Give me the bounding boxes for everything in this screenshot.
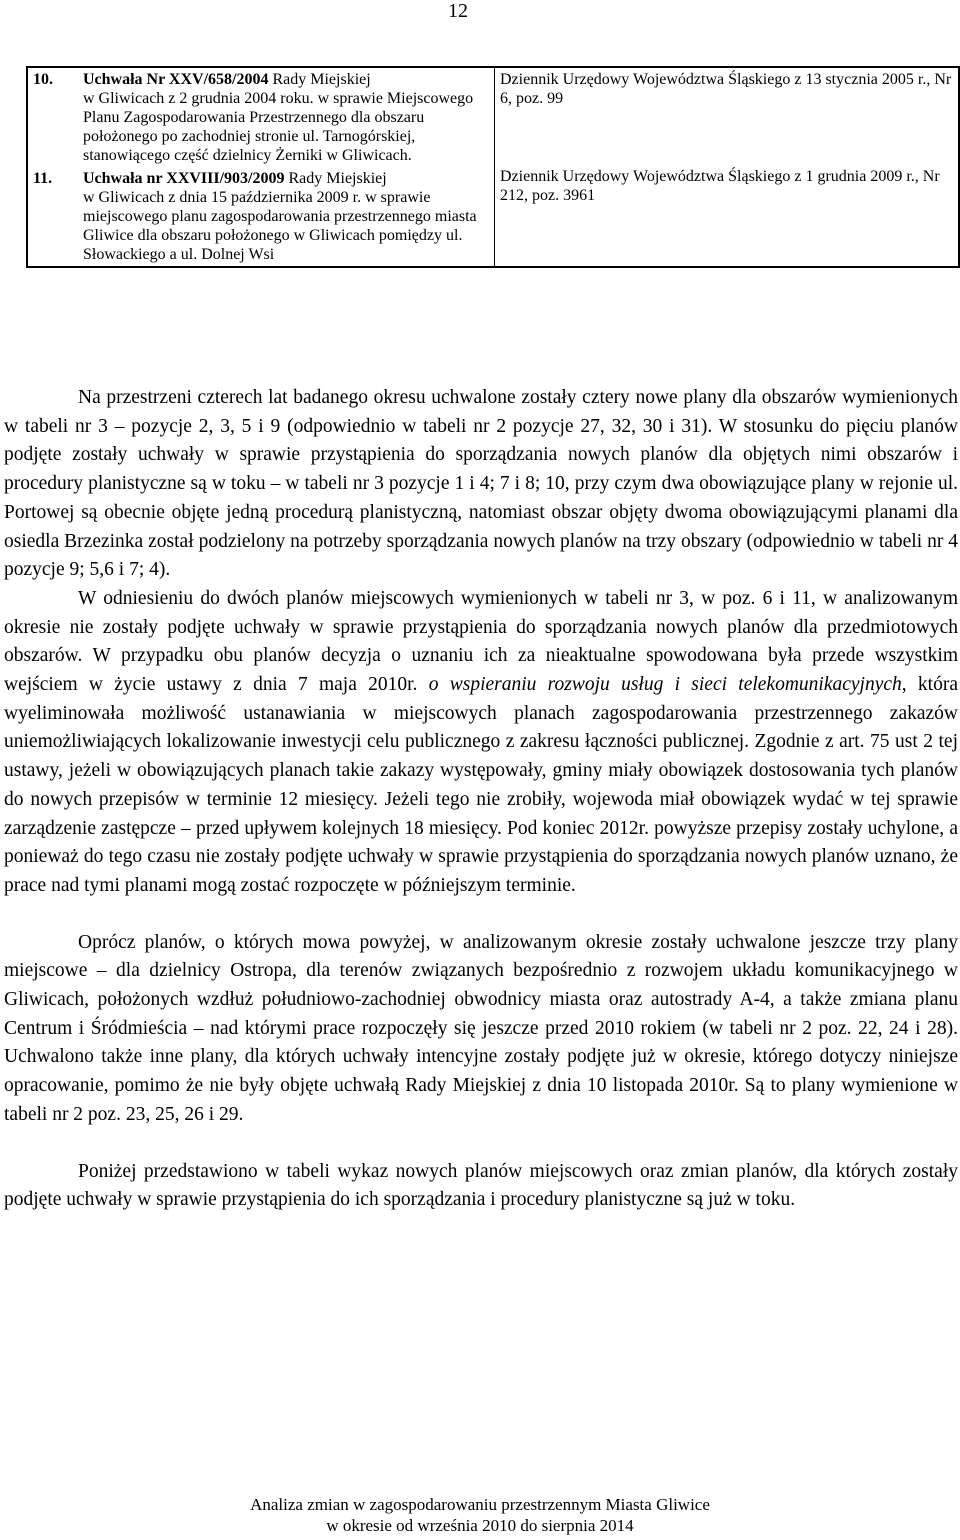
resolution-number: Uchwała nr XXVIII/903/2009 — [83, 170, 285, 187]
plans-table — [26, 66, 960, 268]
resolution-description: w Gliwicach z 2 grudnia 2004 roku. w sprawie Miejscowego Planu Zagospodarowania Przestrzennego dla obszaru położonego po zachodniej stronie ul. Tarnogórskiej, stanowiącego część dzielnicy Żerniki w Gliwicach. — [83, 90, 474, 164]
resolution-number: Uchwała Nr XXV/658/2004 — [83, 71, 269, 88]
act-title: o wspieraniu rozwoju usług i sieci telekomunikacyjnych — [428, 674, 902, 696]
paragraph-text: W odniesieniu do dwóch planów miejscowych wymienionych w tabeli nr 3, w poz. 6 i 11, w analizowanym okresie nie zostały podjęte uchwały w sprawie przystąpienia do sporządzania nowych planów dla przedmiotowych obszarów. W przypadku obu planów decyzja o uznaniu ich za nieaktualne spowodowana była przede wszystkim wejściem w życie ustawy z dnia 7 maja 2010r. — [4, 587, 958, 696]
resolution-issuer: Rady Miejskiej — [284, 170, 387, 187]
resolution-issuer: Rady Miejskiej — [268, 71, 371, 88]
paragraph-table-intro: Poniżej przedstawiono w tabeli wykaz nowych planów miejscowych oraz zmian planów, dla których zostały podjęte uchwały w sprawie przystąpienia do ich sporządzania i procedury planistyczne są już w toku. — [4, 1160, 958, 1211]
footer-title: Analiza zmian w zagospodarowaniu przestrzennym Miasta Gliwice — [250, 1495, 710, 1514]
row-number: 11. — [33, 170, 53, 187]
footer-period: w okresie od września 2010 do sierpnia 2014 — [326, 1516, 634, 1535]
publication-reference: Dziennik Urzędowy Województwa Śląskiego z 1 grudnia 2009 r., Nr 212, poz. 3961 — [500, 168, 940, 204]
resolution-description: w Gliwicach z dnia 15 października 2009 r. w sprawie miejscowego planu zagospodarowania przestrzennego miasta Gliwice dla obszaru położonego w Gliwicach pomiędzy ul. Słowackiego a ul. Dolnej Wsi — [83, 189, 477, 263]
publication-cell — [495, 67, 960, 167]
publication-reference: Dziennik Urzędowy Województwa Śląskiego z 13 stycznia 2005 r., Nr 6, poz. 99 — [500, 71, 952, 107]
body-text — [4, 384, 958, 1215]
resolution-heading — [83, 169, 489, 188]
resolution-cell — [78, 167, 495, 267]
paragraph-two-plans — [4, 585, 958, 901]
paragraph-other-plans: Oprócz planów, o których mowa powyżej, w analizowanym okresie zostały uchwalone jeszcze trzy plany miejscowe – dla dzielnicy Ostropa, dla terenów związanych bezpośrednio z rozwojem układu komunikacyjnego w Gliwicach, położonych wzdłuż południowo-zachodniej obwodnicy miasta oraz autostrady A-4, a także zmiana planu Centrum i Śródmieścia – nad którymi prace rozpoczęły się jeszcze przed 2010 rokiem (w tabeli nr 2 poz. 22, 24 i 28). Uchwalono także inne plany, dla których uchwały intencyjne zostały podjęte już w okresie, którego dotyczy niniejsze opracowanie, pomimo że nie były objęte uchwałą Rady Miejskiej z dnia 10 listopada 2010r. Są to plany wymienione w tabeli nr 2 poz. 23, 25, 26 i 29. — [4, 931, 958, 1125]
publication-cell — [495, 167, 960, 267]
table-row — [27, 67, 959, 167]
table-row — [27, 167, 959, 267]
paragraph-plans-adopted: Na przestrzeni czterech lat badanego okresu uchwalone zostały cztery nowe plany dla obszarów wymienionych w tabeli nr 3 – pozycje 2, 3, 5 i 9 (odpowiednio w tabeli nr 2 pozycje 27, 32, 30 i 31). W stosunku do pięciu planów podjęte zostały uchwały w sprawie przystąpienia do sporządzania nowych planów dla objętych nimi obszarów i procedury planistyczne są w toku – w tabeli nr 3 pozycje 1 i 4; 7 i 8; 10, przy czym dwa obowiązujące plany w rejonie ul. Portowej są obecnie objęte jedną procedurą planistyczną, natomiast obszar objęty dwoma obowiązującymi planami dla osiedla Brzezinka został podzielony na potrzeby sporządzania nowych planów na trzy obszary (odpowiednio w tabeli nr 4 pozycje 9; 5,6 i 7; 4). — [4, 387, 958, 581]
row-number: 10. — [33, 71, 53, 88]
resolution-cell — [78, 67, 495, 167]
page-number: 12 — [448, 0, 468, 22]
page-footer — [0, 1494, 960, 1536]
paragraph-text: , która wyeliminowała możliwość ustanawiania w miejscowych planach zagospodarowania przestrzennego zakazów uniemożliwiających lokalizowanie inwestycji celu publicznego z zakresu łączności publicznej. Zgodnie z art. 75 ust 2 tej ustawy, jeżeli w obowiązujących planach takie zakazy występowały, gminy miały obowiązek dostosowania tych planów do nowych przepisów w terminie 12 miesięcy. Jeżeli tego nie zrobiły, wojewoda miał obowiązek wydać w tej sprawie zarządzenie zastępcze – przed upływem kolejnych 18 miesięcy. Pod koniec 2012r. powyższe przepisy zostały uchylone, a ponieważ do tego czasu nie zostały podjęte uchwały w sprawie przystąpienia do sporządzania nowych planów uznano, że prace nad tymi planami mogą zostać rozpoczęte w późniejszym terminie. — [4, 674, 958, 896]
resolution-heading — [83, 70, 489, 89]
